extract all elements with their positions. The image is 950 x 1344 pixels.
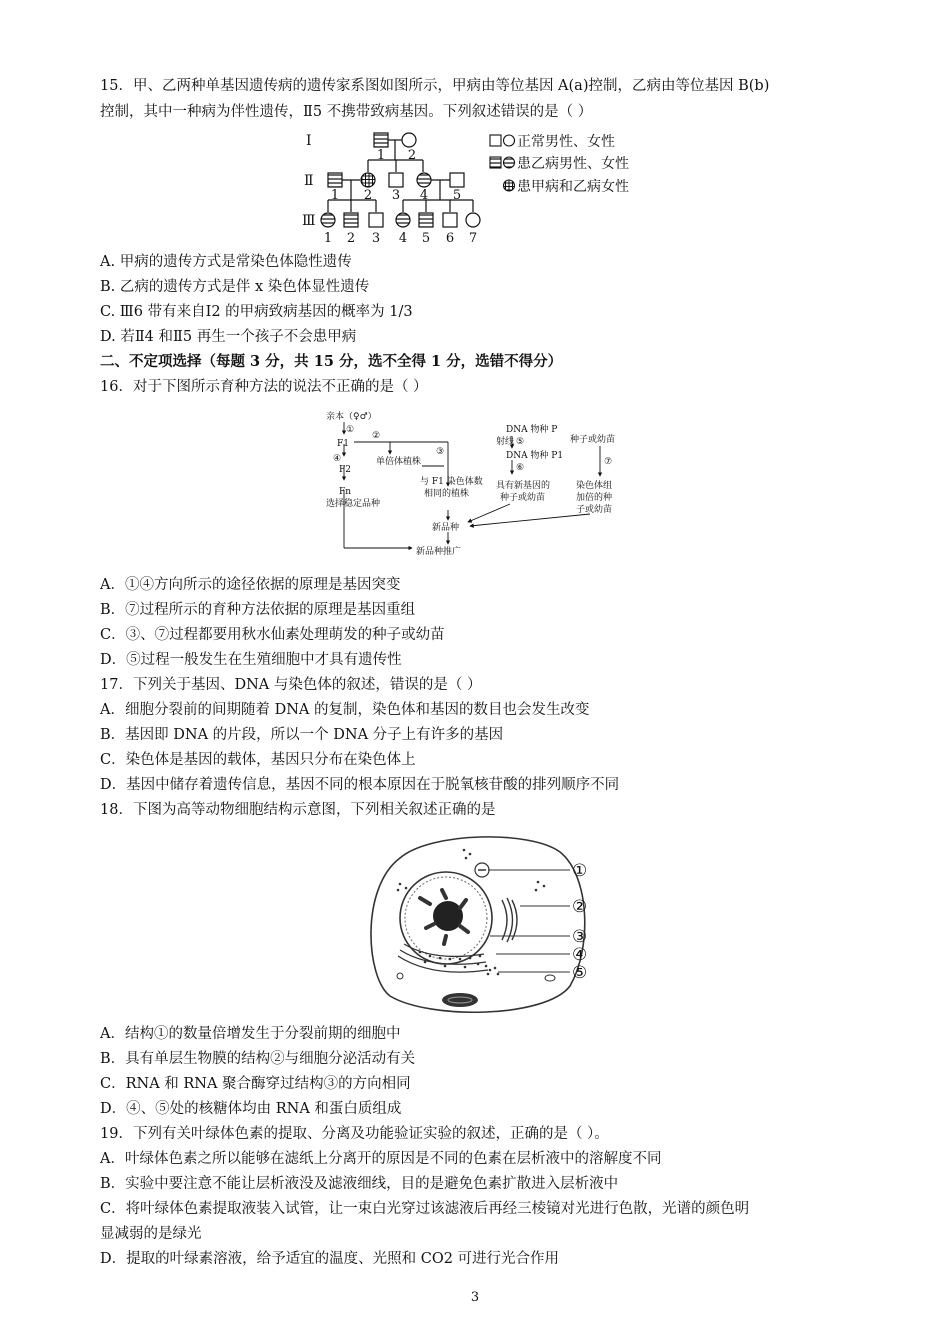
II3-normal-male — [389, 173, 403, 187]
select-label: 选择稳定品种 — [326, 499, 381, 509]
q17-option-a: A．细胞分裂前的间期随着 DNA 的复制，染色体和基因的数目也会发生改变 — [100, 702, 590, 718]
q19-option-b: B．实验中要注意不能让层析液没及滤液细线，目的是避免色素扩散进入层析液中 — [100, 1176, 619, 1192]
num-III5: 5 — [421, 231, 431, 246]
q16-option-d: D．⑤过程一般发生在生殖细胞中才具有遗传性 — [100, 652, 402, 668]
animal-cell-diagram — [360, 828, 610, 1018]
step-6: ⑥ — [516, 463, 525, 473]
gen-III-label: Ⅲ — [302, 213, 316, 229]
q18-option-a: A．结构①的数量倍增发生于分裂前期的细胞中 — [100, 1026, 401, 1042]
III7-normal-female — [466, 213, 480, 227]
q16-option-c: C．③、⑦过程都要用秋水仙素处理萌发的种子或幼苗 — [100, 627, 445, 643]
same-f1-label-a: 与 F1 染色体数 — [420, 477, 483, 487]
step-4: ④ — [333, 454, 342, 464]
legend-normal-male-symbol — [490, 135, 501, 146]
num-III3: 3 — [371, 231, 381, 246]
new-gene-label-b: 种子或幼苗 — [500, 493, 546, 503]
gen-II-label: Ⅱ — [304, 173, 314, 189]
f2-label: F2 — [339, 465, 351, 475]
legend-both: 患甲病和乙病女性 — [517, 179, 629, 195]
pedigree-chart — [298, 126, 658, 250]
num-III6: 6 — [445, 231, 455, 246]
page-number: 3 — [470, 1290, 480, 1305]
II2-both-diseases-female — [361, 173, 375, 187]
q17-option-b: B．基因即 DNA 的片段，所以一个 DNA 分子上有许多的基因 — [100, 727, 504, 743]
step-2: ② — [372, 431, 381, 441]
cell-label-5: ⑤ — [572, 963, 588, 983]
step-3: ③ — [436, 447, 445, 457]
legend-disease-b: 患乙病男性、女性 — [517, 156, 629, 172]
cell-label-3: ③ — [572, 927, 588, 947]
q15-option-d: D. 若Ⅱ4 和Ⅱ5 再生一个孩子不会患甲病 — [100, 329, 357, 345]
III6-normal-male — [443, 213, 457, 227]
new-gene-label-a: 具有新基因的 — [496, 481, 551, 491]
II1-affected-male — [328, 173, 342, 187]
legend-normal-female-symbol — [504, 135, 515, 146]
q19-option-c-line1: C．将叶绿体色素提取液装入试管，让一束白光穿过该滤液后再经三棱镜对光进行色散，光谱的颜色明 — [100, 1201, 750, 1217]
num-III4: 4 — [398, 231, 408, 246]
same-f1-label-b: 相同的植株 — [424, 489, 470, 499]
gen-I-label: Ⅰ — [306, 133, 312, 149]
f1-label: F1 — [337, 439, 349, 449]
mitochondrion — [442, 993, 478, 1007]
I2-normal-female — [402, 133, 416, 147]
promote-label: 新品种推广 — [416, 547, 462, 557]
q15-stem-line1: 15．甲、乙两种单基因遗传病的遗传家系图如图所示，甲病由等位基因 A(a)控制，乙病由等位基因 B(b) — [100, 78, 770, 94]
step-5: ⑤ — [516, 437, 525, 447]
num-I1: 1 — [376, 148, 386, 163]
step-7: ⑦ — [604, 457, 613, 467]
q18-option-b: B．具有单层生物膜的结构②与细胞分泌活动有关 — [100, 1051, 416, 1067]
new-variety-label: 新品种 — [432, 523, 460, 533]
dna-p-label: DNA 物种 P — [506, 425, 558, 435]
III2-affected-male — [344, 213, 358, 227]
num-II5: 5 — [452, 188, 462, 203]
q17-option-c: C．染色体是基因的载体，基因只分布在染色体上 — [100, 752, 416, 768]
q16-option-b: B．⑦过程所示的育种方法依据的原理是基因重组 — [100, 602, 416, 618]
I1-affected-male — [374, 133, 388, 147]
num-II2: 2 — [363, 188, 373, 203]
legend-affected-female-symbol — [504, 157, 515, 168]
legend-both-female-symbol — [504, 180, 515, 191]
III3-normal-male — [369, 213, 383, 227]
num-III7: 7 — [468, 231, 478, 246]
seedling-label: 种子或幼苗 — [570, 435, 616, 445]
section-heading: 二、不定项选择（每题 3 分，共 15 分，选不全得 1 分，选错不得分） — [100, 353, 563, 370]
q19-option-c-line2: 显减弱的是绿光 — [100, 1226, 202, 1242]
q15-stem-line2: 控制，其中一种病为伴性遗传，Ⅱ5 不携带致病基因。下列叙述错误的是（ ） — [100, 104, 593, 120]
q19-stem: 19．下列有关叶绿体色素的提取、分离及功能验证实验的叙述，正确的是（ ）。 — [100, 1126, 609, 1142]
num-II4: 4 — [419, 188, 429, 203]
doubled-label-c: 子或幼苗 — [576, 505, 613, 515]
q18-stem: 18．下图为高等动物细胞结构示意图，下列相关叙述正确的是 — [100, 802, 496, 818]
q18-option-d: D．④、⑤处的核糖体均由 RNA 和蛋白质组成 — [100, 1101, 402, 1117]
num-III2: 2 — [346, 231, 356, 246]
num-III1: 1 — [323, 231, 333, 246]
dna-p1-label: DNA 物种 P1 — [506, 451, 564, 461]
cell-label-1: ① — [572, 861, 588, 881]
legend-affected-male-symbol — [490, 157, 501, 168]
q17-stem: 17．下列关于基因、DNA 与染色体的叙述，错误的是（ ） — [100, 677, 482, 693]
step-1: ① — [346, 425, 355, 435]
num-I2: 2 — [407, 148, 417, 163]
legend-normal: 正常男性、女性 — [517, 134, 615, 150]
III4-affected-female — [396, 213, 410, 227]
haploid-label: 单倍体植株 — [376, 457, 422, 467]
cell-label-2: ② — [572, 897, 588, 917]
breeding-diagram — [320, 406, 640, 566]
ray-label: 射线 — [496, 437, 515, 447]
q17-option-d: D．基因中储存着遗传信息，基因不同的根本原因在于脱氧核苷酸的排列顺序不同 — [100, 777, 620, 793]
q18-option-c: C．RNA 和 RNA 聚合酶穿过结构③的方向相同 — [100, 1076, 411, 1092]
parent-label: 亲本（♀♂） — [326, 412, 377, 422]
doubled-label-b: 加倍的种 — [576, 493, 613, 503]
num-II1: 1 — [330, 188, 340, 203]
III1-affected-female — [321, 213, 335, 227]
III5-affected-male — [419, 213, 433, 227]
II4-affected-female — [417, 173, 431, 187]
q19-option-a: A．叶绿体色素之所以能够在滤纸上分离开的原因是不同的色素在层析液中的溶解度不同 — [100, 1151, 662, 1167]
q19-option-d: D．提取的叶绿素溶液，给予适宜的温度、光照和 CO2 可进行光合作用 — [100, 1251, 560, 1267]
doubled-label-a: 染色体组 — [576, 481, 613, 491]
q15-option-a: A. 甲病的遗传方式是常染色体隐性遗传 — [100, 254, 352, 270]
fn-label: Fn — [339, 487, 352, 497]
num-II3: 3 — [391, 188, 401, 203]
cell-label-4: ④ — [572, 945, 588, 965]
q16-stem: 16．对于下图所示育种方法的说法不正确的是（ ） — [100, 379, 428, 395]
q15-option-c: C. Ⅲ6 带有来自Ⅰ2 的甲病致病基因的概率为 1/3 — [100, 304, 413, 320]
II5-normal-male — [450, 173, 464, 187]
q16-option-a: A．①④方向所示的途径依据的原理是基因突变 — [100, 577, 401, 593]
q15-option-b: B. 乙病的遗传方式是伴 x 染色体显性遗传 — [100, 279, 370, 295]
